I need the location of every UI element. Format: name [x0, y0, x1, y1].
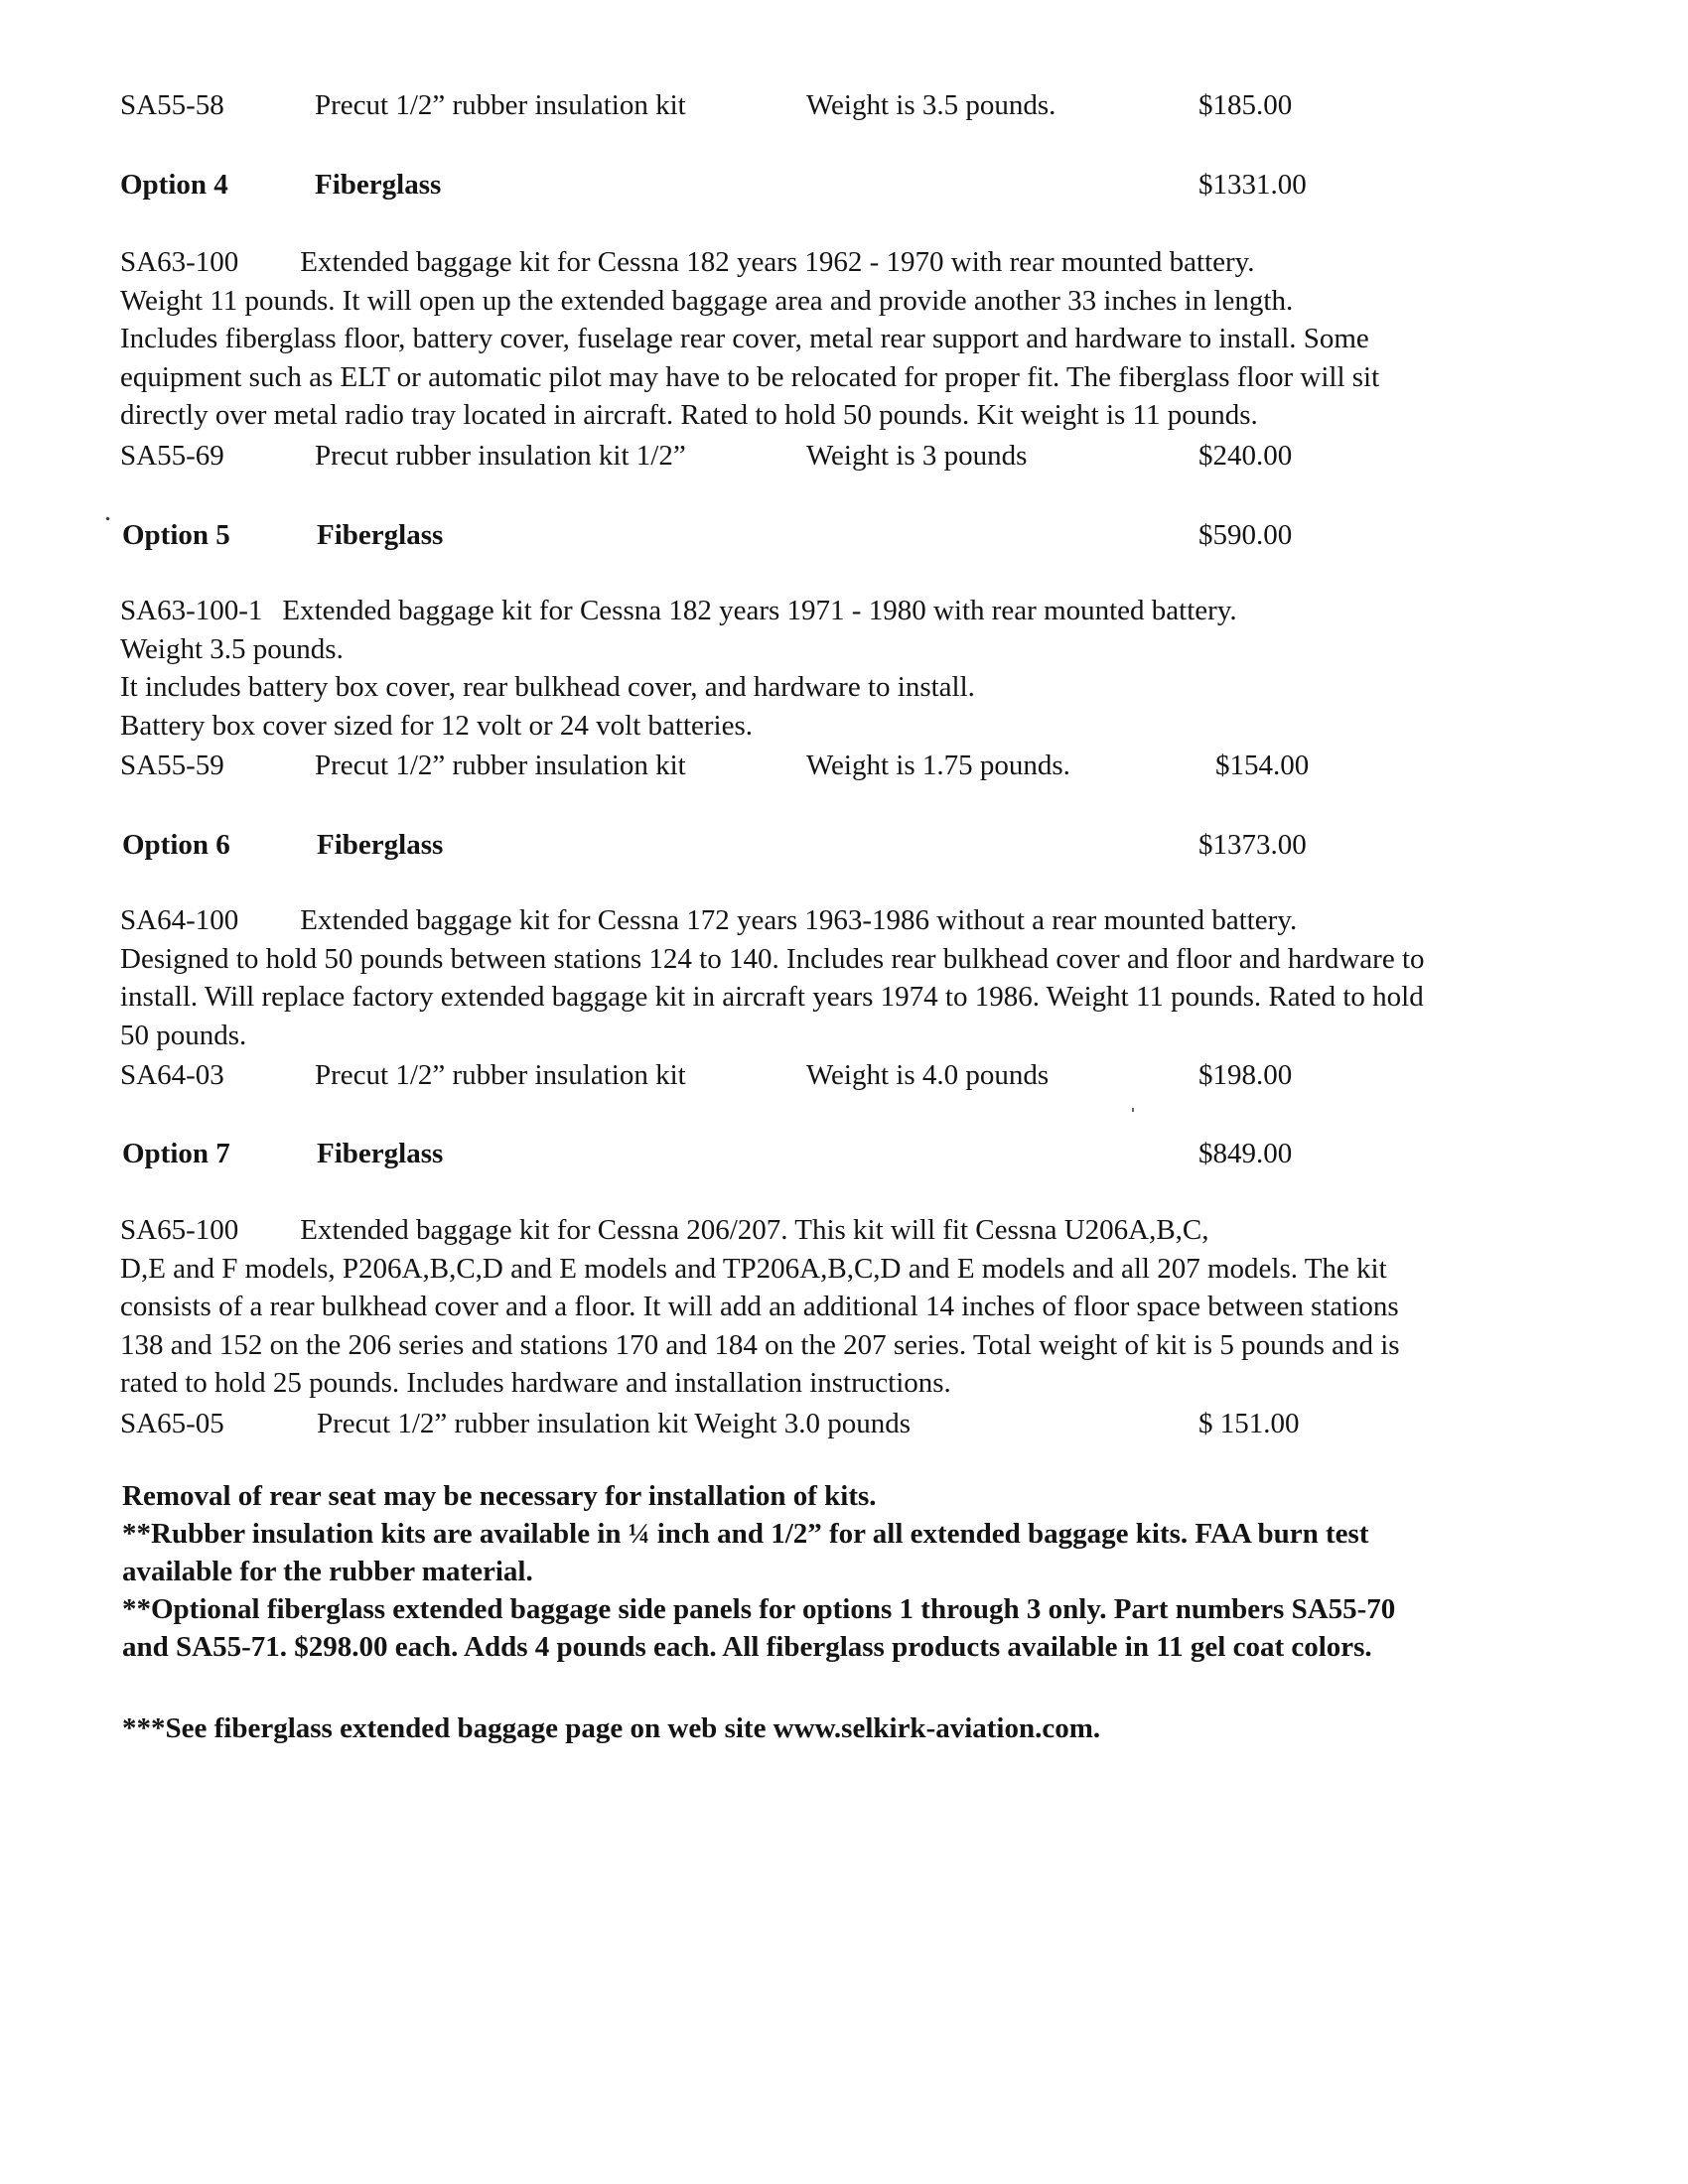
note-line: **Optional fiberglass extended baggage side panels for options 1 through 3 only. Part numbers SA55-70	[122, 1593, 1396, 1625]
web-note	[122, 1709, 1631, 1747]
option-description	[120, 1211, 1629, 1403]
option-material: Fiberglass	[317, 829, 444, 861]
kit-description: Precut 1/2” rubber insulation kit	[315, 89, 686, 121]
note-line: and SA55-71. $298.00 each. Adds 4 pounds each. All fiberglass products available in 11 gel coat colors.	[122, 1631, 1372, 1663]
description-line: 50 pounds.	[120, 1019, 247, 1051]
description-line: directly over metal radio tray located in aircraft. Rated to hold 50 pounds. Kit weight is 11 pounds.	[120, 399, 1258, 431]
description-line: rated to hold 25 pounds. Includes hardware and installation instructions.	[120, 1367, 951, 1399]
option-label: Option 7	[122, 1138, 230, 1169]
description-line: It includes battery box cover, rear bulkhead cover, and hardware to install.	[120, 671, 975, 703]
kit-description: Precut rubber insulation kit 1/2”	[315, 440, 686, 472]
description-text: Extended baggage kit for Cessna 182 years 1971 - 1980 with rear mounted battery.	[282, 595, 1237, 626]
part-number: SA65-05	[120, 1408, 224, 1439]
description-line: Weight 11 pounds. It will open up the extended baggage area and provide another 33 inches in length.	[120, 284, 1294, 317]
part-number: SA64-100	[120, 904, 239, 936]
kit-price: $154.00	[1215, 750, 1310, 781]
kit-description: Precut 1/2” rubber insulation kit	[315, 750, 686, 781]
part-number: SA63-100	[120, 246, 239, 278]
description-line: equipment such as ELT or automatic pilot may have to be relocated for proper fit. The fiberglass floor will sit	[120, 360, 1380, 393]
kit-weight: Weight is 3.5 pounds.	[806, 89, 1056, 121]
description-line: consists of a rear bulkhead cover and a floor. It will add an additional 14 inches of floor space between stations	[120, 1291, 1399, 1322]
option-price: $1373.00	[1198, 829, 1307, 861]
part-number: SA55-58	[120, 89, 224, 121]
option-description	[120, 243, 1629, 435]
kit-description: Precut 1/2” rubber insulation kit	[315, 1059, 686, 1091]
description-text: Extended baggage kit for Cessna 182 years 1962 - 1970 with rear mounted battery.	[300, 246, 1255, 278]
kit-price: $198.00	[1198, 1059, 1293, 1091]
kit-price: $185.00	[1198, 89, 1293, 121]
part-number: SA63-100-1	[120, 595, 263, 626]
option-label: Option 6	[122, 829, 230, 861]
part-number: SA64-03	[120, 1059, 224, 1091]
option-label: Option 5	[122, 519, 230, 551]
option-description	[120, 901, 1629, 1054]
option-price: $849.00	[1198, 1138, 1293, 1169]
kit-price: $ 151.00	[1198, 1408, 1300, 1439]
description-line	[120, 1211, 1629, 1250]
description-line: Weight 3.5 pounds.	[120, 632, 344, 665]
note-line: available for the rubber material.	[122, 1556, 533, 1587]
kit-weight: Weight is 4.0 pounds	[806, 1059, 1050, 1091]
option-material: Fiberglass	[315, 169, 442, 201]
part-number: SA55-59	[120, 750, 224, 781]
description-line: install. Will replace factory extended baggage kit in aircraft years 1974 to 1986. Weight 11 pounds. Rated to hold	[120, 981, 1424, 1013]
description-line	[120, 243, 1629, 282]
description-line: 138 and 152 on the 206 series and stations 170 and 184 on the 207 series. Total weight of kit is 5 pounds and is	[120, 1328, 1400, 1361]
description-text: Extended baggage kit for Cessna 206/207. This kit will fit Cessna U206A,B,C,	[300, 1214, 1209, 1246]
option-material: Fiberglass	[317, 1138, 444, 1169]
part-number: SA65-100	[120, 1214, 239, 1246]
description-text: Extended baggage kit for Cessna 172 years 1963-1986 without a rear mounted battery.	[300, 904, 1298, 936]
description-line: D,E and F models, P206A,B,C,D and E models and TP206A,B,C,D and E models and all 207 models. The kit	[120, 1252, 1387, 1285]
scan-mark	[105, 516, 109, 520]
option-price: $1331.00	[1198, 169, 1307, 201]
note-line: **Rubber insulation kits are available in ¼ inch and 1/2” for all extended baggage kits. FAA burn test	[122, 1518, 1369, 1550]
scan-mark	[1132, 1108, 1134, 1112]
option-price: $590.00	[1198, 519, 1293, 551]
option-description	[120, 592, 1629, 745]
kit-price: $240.00	[1198, 440, 1293, 472]
description-line: Designed to hold 50 pounds between stations 124 to 140. Includes rear bulkhead cover and floor and hardware to	[120, 942, 1425, 975]
description-line	[120, 592, 1629, 630]
option-material: Fiberglass	[317, 519, 444, 551]
note-line: Removal of rear seat may be necessary for installation of kits.	[122, 1480, 877, 1512]
description-line: Battery box cover sized for 12 volt or 24 volt batteries.	[120, 709, 754, 742]
notes-block	[122, 1477, 1631, 1666]
part-number: SA55-69	[120, 440, 224, 472]
option-label: Option 4	[120, 169, 228, 201]
kit-description: Precut 1/2” rubber insulation kit Weight 3.0 pounds	[317, 1408, 911, 1439]
description-line: Includes fiberglass floor, battery cover, fuselage rear cover, metal rear support and hardware to install. Some	[120, 323, 1369, 354]
description-line	[120, 901, 1629, 940]
note-line: ***See fiberglass extended baggage page on web site www.selkirk-aviation.com.	[122, 1712, 1101, 1744]
kit-weight: Weight is 3 pounds	[806, 440, 1028, 472]
kit-weight: Weight is 1.75 pounds.	[806, 750, 1070, 781]
